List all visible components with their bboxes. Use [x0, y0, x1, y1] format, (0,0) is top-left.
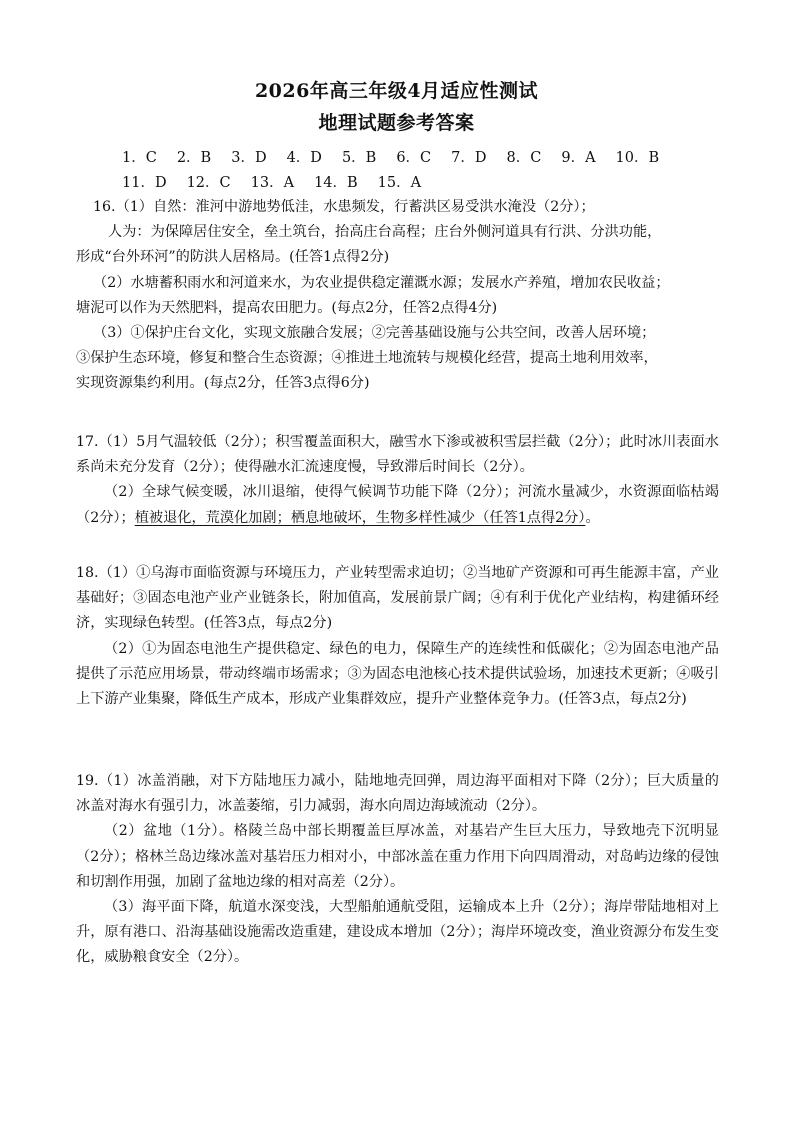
- q16-part2: （2）水塘蓄积雨水和河道来水，为农业提供稳定灌溉水源；发展水产养殖，增加农民收益；: [93, 274, 670, 291]
- q18-part1: 18.（1）①乌海市面临资源与环境压力，产业转型需求迫切；②当地矿产资源和可再生能源丰富，产业基础好；③固态电池产业产业链条长，附加值高，发展前景广阔；④有利于优化产业结构，构建循环经济，实现绿色转型。(任答3点，每点2分): [76, 565, 719, 632]
- question-16-answer: [76, 195, 719, 397]
- question-17-answer: [76, 430, 719, 531]
- q17-part2-underlined: 植被退化，荒漠化加剧；栖息地破坏，生物多样性减少（任答1点得2分）: [134, 509, 586, 526]
- q18-part2: （2）①为固态电池生产提供稳定、绿色的电力，保障生产的连续性和低碳化；②为固态电池产品提供了示范应用场景，带动终端市场需求；③为固态电池核心技术提供试验场，加速技术更新；④吸引上下游产业集聚，降低生产成本，形成产业集群效应，提升产业整体竞争力。(任答3点，每点2分): [76, 640, 719, 708]
- q17-part2-end: 。: [585, 509, 600, 526]
- mc-answer: 11．D: [122, 175, 167, 191]
- mc-answer: 7．D: [451, 150, 487, 166]
- answer-key-title: 地理试题参考答案: [318, 112, 475, 134]
- mc-answer: 12．C: [186, 175, 231, 191]
- q19-part1: 19.（1）冰盖消融，对下方陆地压力减小，陆地地壳回弹，周边海平面相对下降（2分）；巨大质量的冰盖对海水有强引力，冰盖萎缩，引力减弱，海水向周边海域流动（2分）。: [76, 773, 719, 815]
- mc-answer: 14．B: [314, 175, 358, 191]
- mc-answers-row-1: [122, 146, 679, 167]
- mc-answer: 10．B: [615, 150, 660, 166]
- mc-answer: 4．D: [286, 150, 322, 166]
- q17-part2-text: （2）全球气候变暖，冰川退缩，使得气候调节功能下降（2分）；河流水量减少，水资源面临枯竭（2分）；: [76, 484, 719, 526]
- q16-part2-cont: 塘泥可以作为天然肥料，提高农田肥力。(每点2分，任答2点得4分): [76, 299, 498, 316]
- mc-answer: 1．C: [122, 150, 157, 166]
- mc-answer: 9．A: [561, 150, 596, 166]
- q16-part3-end: 实现资源集约利用。(每点2分，任答3点得6分): [76, 375, 370, 392]
- mc-answer: 8．C: [506, 150, 542, 166]
- q19-part3: （3）海平面下降，航道水深变浅，大型船舶通航受阻，运输成本上升（2分）；海岸带陆地相对上升，原有港口、沿海基础设施需改造重建，建设成本增加（2分）；海岸环境改变，渔业资源分布发生变化，威胁粮食安全（2分）。: [76, 899, 719, 966]
- mc-answers-row-2: [122, 171, 441, 192]
- q16-part3: （3）①保护庄台文化，实现文旅融合发展；②完善基础设施与公共空间，改善人居环境；: [93, 325, 656, 342]
- q16-part3-cont: ③保护生态环境，修复和整合生态资源；④推进土地流转与规模化经营，提高土地利用效率，: [76, 350, 658, 367]
- mc-answer: 5．B: [341, 150, 377, 166]
- q16-part1-human-cont: 形成“台外环河”的防洪人居格局。(任答1点得2分): [76, 249, 390, 266]
- exam-title: 2026年高三年级4月适应性测试: [254, 80, 539, 102]
- mc-answer: 3．D: [231, 150, 267, 166]
- mc-answer: 15．A: [377, 175, 422, 191]
- question-18-answer: [76, 561, 719, 712]
- q17-part1: 17.（1）5月气温较低（2分）；积雪覆盖面积大，融雪水下渗或被积雪层拦截（2分）；此时冰川表面水系尚未充分发育（2分）；使得融水汇流速度慢，导致滞后时间长（2分）。: [76, 434, 719, 476]
- mc-answer: 13．A: [250, 175, 295, 191]
- q17-part2: [76, 480, 719, 530]
- mc-answer: 6．C: [396, 150, 432, 166]
- q16-part1-human: 人为：为保障居住安全，垒土筑台，抬高庄台高程；庄台外侧河道具有行洪、分洪功能，: [108, 224, 662, 241]
- q19-part2: （2）盆地（1分）。格陵兰岛中部长期覆盖巨厚冰盖，对基岩产生巨大压力，导致地壳下沉明显（2分）；格林兰岛边缘冰盖对基岩压力相对小，中部冰盖在重力作用下向四周滑动，对岛屿边缘的侵蚀和切割作用强，加剧了盆地边缘的相对高差（2分）。: [76, 823, 719, 890]
- mc-answer: 2．B: [176, 150, 212, 166]
- q16-part1-natural: 16.（1）自然：淮河中游地势低洼，水患频发，行蓄洪区易受洪水淹没（2分）；: [93, 199, 595, 215]
- question-19-answer: [76, 769, 719, 971]
